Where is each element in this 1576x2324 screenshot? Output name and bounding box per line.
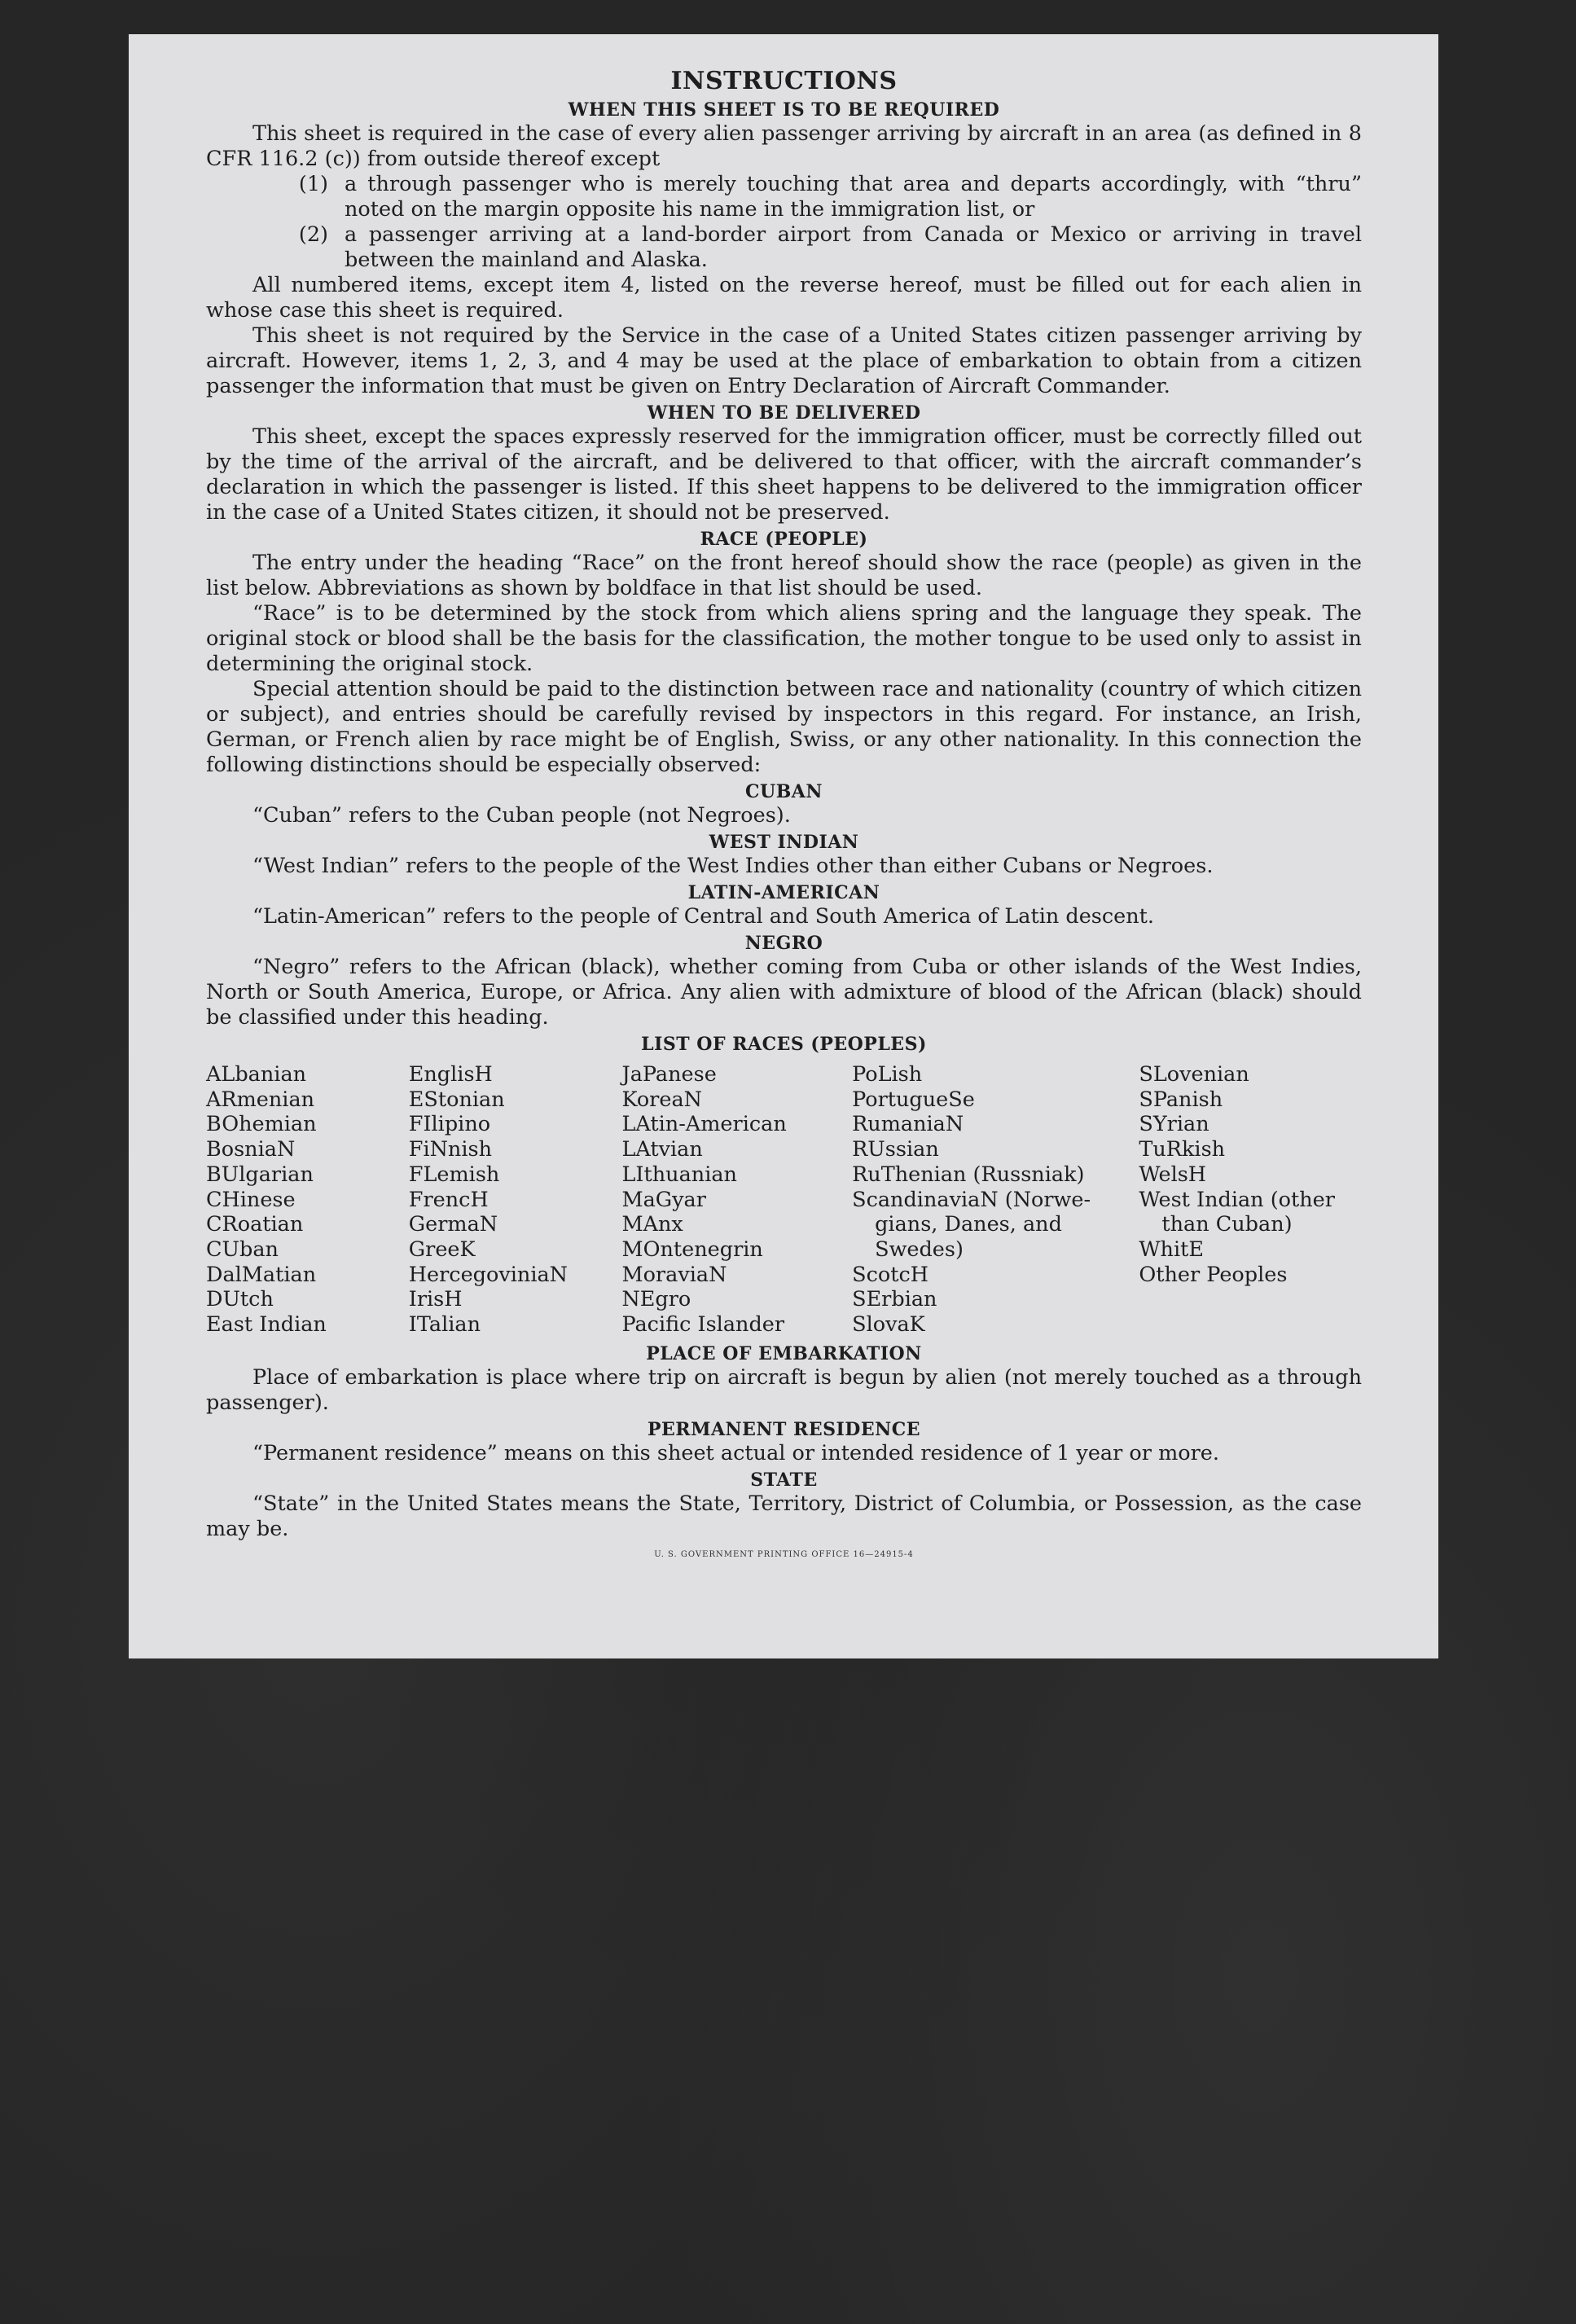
item-number: (2) [298, 222, 328, 247]
race-entry: MAnx [621, 1212, 683, 1237]
section-heading-latin-american: LATIN-AMERICAN [687, 882, 880, 903]
race-entry: SYrian [1139, 1112, 1209, 1137]
paragraph: This sheet, except the spaces expressly reserved for the immigration officer, must be correctly filled out by the time of the arrival of the aircraft, and be delivered to that officer, with the aircraft commander’s declaration in which the passenger is listed. If this sheet happens to be delivered to the immigration officer in the case of a United States citizen, it should not be preserved. [206, 424, 1362, 525]
race-entry: gians, Danes, and [875, 1212, 1062, 1237]
paragraph: “Race” is to be determined by the stock from which aliens spring and the language they speak. The original stock or blood shall be the basis for the classification, the mother tongue to be used only to assist in determining the original stock. [206, 601, 1362, 676]
race-entry: BUlgarian [206, 1162, 314, 1187]
race-entry: GreeK [408, 1237, 476, 1262]
race-entry: PoLish [852, 1062, 923, 1087]
section-heading-west-indian: WEST INDIAN [709, 832, 859, 853]
race-entry: ITalian [408, 1312, 481, 1338]
race-entry: CRoatian [206, 1212, 304, 1237]
race-entry: CUban [206, 1237, 279, 1262]
race-entry: West Indian (other [1139, 1187, 1335, 1212]
section-heading-state: STATE [750, 1469, 818, 1491]
paragraph: “West Indian” refers to the people of the West Indies other than either Cubans or Negroes. [252, 854, 1214, 878]
race-entry: SPanish [1139, 1087, 1223, 1112]
paragraph: “Cuban” refers to the Cuban people (not Negroes). [252, 803, 791, 828]
race-entry: ALbanian [206, 1062, 307, 1087]
section-heading-residence: PERMANENT RESIDENCE [648, 1418, 920, 1440]
race-entry: LAtvian [621, 1137, 703, 1162]
list-item [206, 222, 1362, 273]
section-heading-negro: NEGRO [744, 933, 823, 954]
race-entry: WelsH [1139, 1162, 1207, 1187]
race-entry: DalMatian [206, 1262, 317, 1287]
race-entry: Pacific Islander [621, 1312, 785, 1338]
race-entry: WhitE [1139, 1237, 1204, 1262]
race-entry: FrencH [408, 1187, 489, 1212]
item-number: (1) [298, 172, 328, 196]
race-entry: EStonian [408, 1087, 505, 1112]
race-column [1139, 1062, 1362, 1338]
race-entry: ScotcH [852, 1262, 928, 1287]
race-entry: EnglisH [408, 1062, 493, 1087]
paragraph: All numbered items, except item 4, listed on the reverse hereof, must be filled out for each alien in whose case this sheet is required. [206, 273, 1362, 323]
race-list [206, 1062, 1362, 1338]
paragraph: “Negro” refers to the African (black), whether coming from Cuba or other islands of the West Indies, North or South America, Europe, or Africa. Any alien with admixture of blood of the African (black) should be classified under this heading. [206, 955, 1362, 1030]
paragraph: Special attention should be paid to the distinction between race and nationality (country of which citizen or subject), and entries should be carefully revised by inspectors in this regard. For instance, an Irish, German, or French alien by race might be of English, Swiss, or any other nationality. In this connection the following distinctions should be especially observed: [206, 677, 1362, 777]
section-heading-race: RACE (PEOPLE) [700, 529, 868, 550]
paragraph: “Permanent residence” means on this sheet actual or intended residence of 1 year or more. [252, 1440, 1219, 1465]
item-text: a through passenger who is merely touching that area and departs accordingly, with “thru” noted on the margin opposite his name in the immigration list, or [345, 172, 1362, 222]
race-column [206, 1062, 409, 1338]
race-entry: ARmenian [206, 1087, 315, 1112]
race-entry: FIlipino [408, 1112, 491, 1137]
paragraph: This sheet is not required by the Service in the case of a United States citizen passenger arriving by aircraft. However, items 1, 2, 3, and 4 may be used at the place of embarkation to obtain from a citizen passenger the information that must be given on Entry Declaration of Aircraft Commander. [206, 323, 1362, 398]
section-heading-when-delivered: WHEN TO BE DELIVERED [647, 402, 921, 424]
section-heading-embarkation: PLACE OF EMBARKATION [646, 1342, 922, 1364]
race-entry: ScandinaviaN (Norwe- [852, 1187, 1091, 1212]
race-entry: LAtin-American [621, 1112, 787, 1137]
section-heading-list-of-races: LIST OF RACES (PEOPLES) [641, 1034, 927, 1055]
exception-list [206, 172, 1362, 273]
race-entry: DUtch [206, 1287, 274, 1312]
race-entry: NEgro [621, 1287, 691, 1312]
race-entry: TuRkish [1139, 1137, 1226, 1162]
race-entry: JaPanese [621, 1062, 717, 1087]
section-heading-when-required: WHEN THIS SHEET IS TO BE REQUIRED [568, 99, 1000, 121]
race-entry: KoreaN [621, 1087, 702, 1112]
race-entry: RumaniaN [852, 1112, 964, 1137]
paragraph: This sheet is required in the case of every alien passenger arriving by aircraft in an area (as defined in 8 CFR 116.2 (c)) from outside thereof except [206, 121, 1362, 171]
race-entry: than Cuban) [1161, 1212, 1293, 1237]
paragraph: Place of embarkation is place where trip on aircraft is begun by alien (not merely touched as a through passenger). [206, 1364, 1362, 1415]
paragraph: The entry under the heading “Race” on the front hereof should show the race (people) as given in the list below. Abbreviations as shown by boldface in that list should be used. [206, 551, 1362, 600]
race-entry: East Indian [206, 1312, 327, 1338]
race-entry: SLovenian [1139, 1062, 1249, 1087]
race-entry: MoraviaN [621, 1262, 727, 1287]
race-entry: CHinese [206, 1187, 296, 1212]
race-entry: GermaN [408, 1212, 498, 1237]
instruction-sheet [129, 34, 1438, 1658]
race-entry: RuThenian (Russniak) [852, 1162, 1085, 1187]
race-entry: Swedes) [875, 1237, 964, 1262]
race-entry: RUssian [852, 1137, 939, 1162]
paragraph: “State” in the United States means the State, Territory, District of Columbia, or Possession, as the case may be. [206, 1491, 1362, 1541]
list-item [206, 172, 1362, 222]
race-entry: LIthuanian [621, 1162, 737, 1187]
race-entry: MaGyar [621, 1187, 706, 1212]
race-entry: HercegoviniaN [408, 1262, 568, 1287]
race-entry: FLemish [408, 1162, 500, 1187]
race-column [849, 1062, 1139, 1338]
printer-imprint: U. S. GOVERNMENT PRINTING OFFICE 16—24915-4 [654, 1549, 914, 1559]
race-column [409, 1062, 622, 1338]
race-entry: BOhemian [206, 1112, 317, 1137]
race-entry: MOntenegrin [621, 1237, 763, 1262]
section-heading-cuban: CUBAN [745, 781, 823, 802]
race-entry: SlovaK [852, 1312, 925, 1338]
race-entry: BosniaN [206, 1137, 296, 1162]
race-entry: IrisH [408, 1287, 463, 1312]
paragraph: “Latin-American” refers to the people of Central and South America of Latin descent. [252, 904, 1155, 929]
item-text: a passenger arriving at a land-border airport from Canada or Mexico or arriving in travel between the mainland and Alaska. [345, 222, 1362, 272]
race-entry: PortugueSe [852, 1087, 975, 1112]
page-title: INSTRUCTIONS [670, 67, 898, 95]
race-entry: SErbian [852, 1287, 937, 1312]
race-entry: Other Peoples [1139, 1262, 1288, 1287]
race-column [621, 1062, 849, 1338]
race-entry: FiNnish [408, 1137, 493, 1162]
